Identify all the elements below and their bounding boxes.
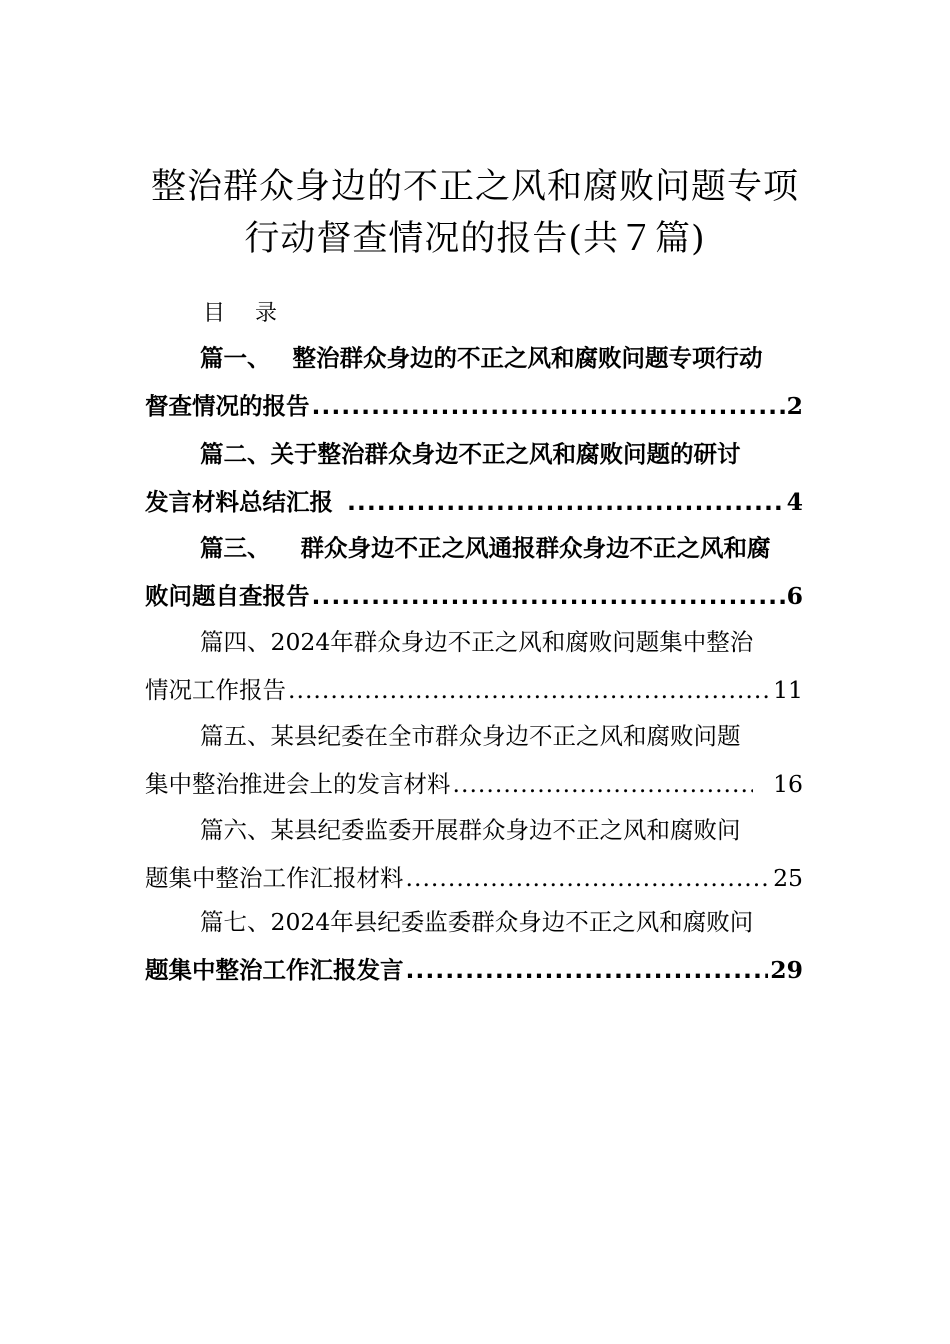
dot-leader: [406, 860, 772, 896]
toc-entry-prefix: 篇四、: [200, 628, 271, 656]
toc-entry-title-line2: 督查情况的报告: [145, 392, 310, 420]
toc-entry-title-line1: 2024年县纪委监委群众身边不正之风和腐败问: [270, 908, 754, 936]
toc-entry-title-line2: 败问题自查报告: [145, 582, 310, 610]
toc-heading-right: 录: [255, 301, 278, 326]
title-line-1: 整治群众身边的不正之风和腐败问题专项: [150, 167, 799, 208]
toc-entry-prefix: 篇二、: [200, 440, 271, 468]
toc-entry-title-line1: 群众身边不正之风通报群众身边不正之风和腐: [300, 534, 771, 562]
toc-entry-page-number: 16: [773, 770, 803, 798]
toc-entry-page-number: 4: [786, 488, 803, 516]
toc-entry-title-line1: 某县纪委监委开展群众身边不正之风和腐败问: [270, 816, 741, 844]
toc-entry-title-line2: 情况工作报告: [145, 676, 286, 704]
toc-entry-title-line2: 题集中整治工作汇报材料: [145, 864, 404, 892]
toc-heading: [203, 296, 277, 332]
toc-entry-title-line1: 某县纪委在全市群众身边不正之风和腐败问题: [270, 722, 741, 750]
toc-entry-title-line2: 集中整治推进会上的发言材料: [145, 770, 451, 798]
toc-entry-page-number: 2: [786, 392, 803, 420]
toc-entry-title-line1: 2024年群众身边不正之风和腐败问题集中整治: [270, 628, 754, 656]
dot-leader: [312, 388, 785, 424]
toc-entry-prefix: 篇六、: [200, 816, 271, 844]
toc-entry-page-number: 25: [773, 864, 803, 892]
toc-entry-page-number: 11: [773, 676, 803, 704]
toc-entry-prefix: 篇七、: [200, 908, 271, 936]
toc-entry-title-line1: 关于整治群众身边不正之风和腐败问题的研讨: [270, 440, 741, 468]
toc-entry-title-line2: 题集中整治工作汇报发言: [145, 956, 404, 984]
dot-leader: [453, 766, 754, 802]
toc-entry-page-number: 29: [770, 956, 803, 984]
dot-leader: [347, 484, 785, 520]
dot-leader: [288, 672, 771, 708]
toc-entry-prefix: 篇一、: [200, 344, 271, 372]
toc-entry-page-number: 6: [786, 582, 803, 610]
toc-heading-left: 目: [203, 301, 226, 326]
toc-entry-title-line1: 整治群众身边的不正之风和腐败问题专项行动: [292, 344, 763, 372]
title-line-2: 行动督查情况的报告(共７篇): [244, 219, 706, 260]
toc-entry-title-line2: 发言材料总结汇报: [145, 488, 333, 516]
toc-entry-prefix: 篇三、: [200, 534, 271, 562]
document-title: [0, 161, 950, 265]
toc-entry-prefix: 篇五、: [200, 722, 271, 750]
dot-leader: [406, 952, 769, 988]
dot-leader: [312, 578, 785, 614]
